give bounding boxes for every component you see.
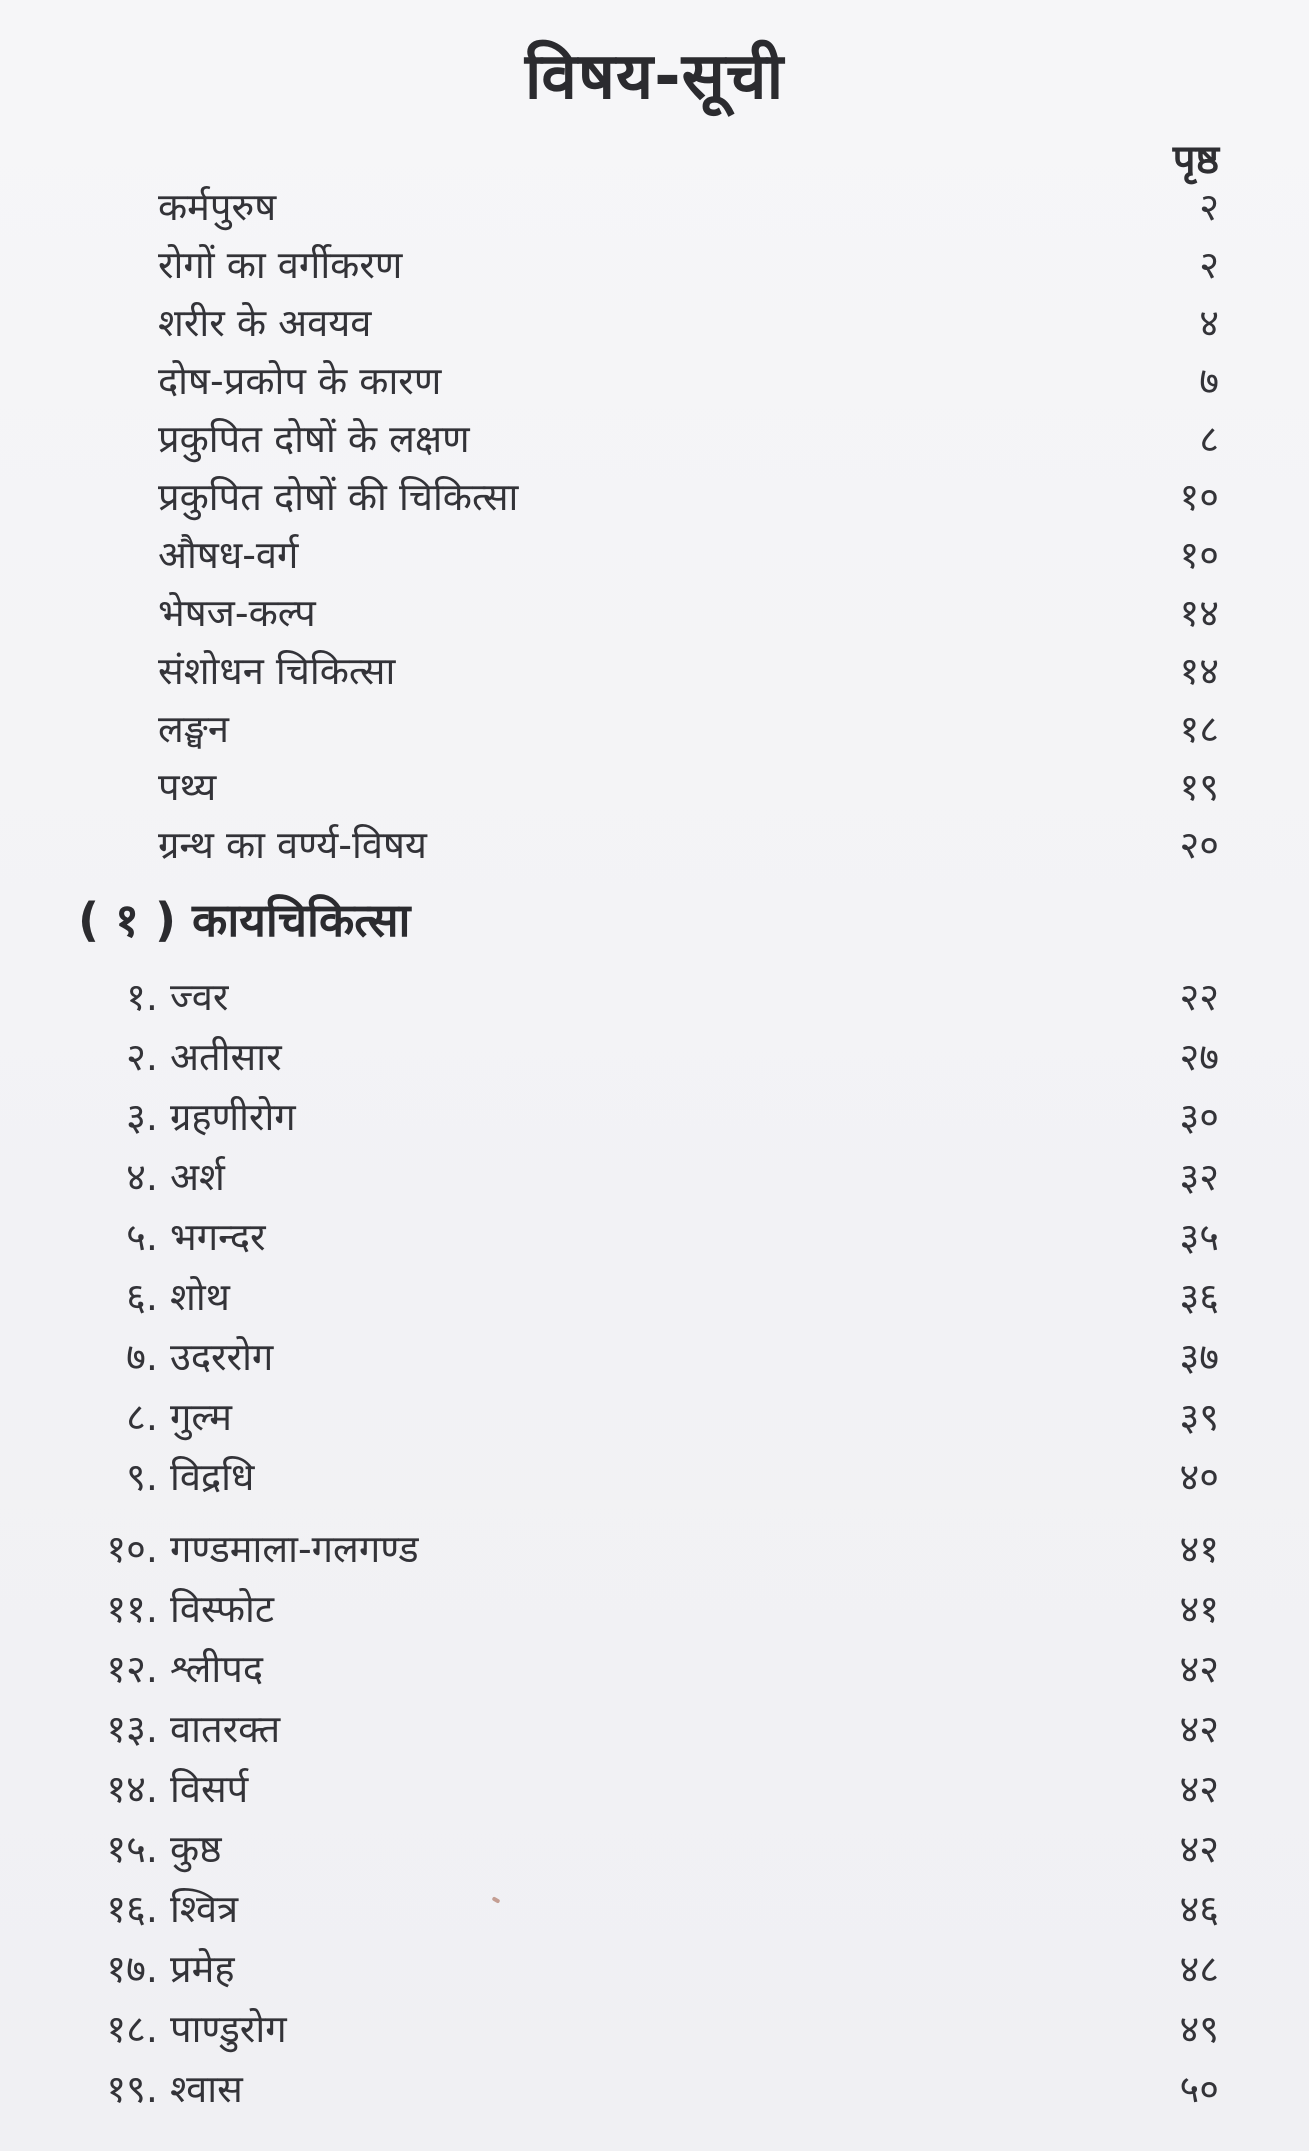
toc-item-number: २. [126,1035,158,1079]
toc-item [70,1148,1219,1204]
toc-item-page: २७ [1179,1035,1219,1079]
toc-item [70,1640,1219,1696]
toc-entry-page: १० [1179,533,1219,577]
toc-entry-label: लङ्घन [158,707,229,751]
toc-item-label: ज्वर [170,975,229,1019]
toc-entry [158,584,1219,640]
toc-entry [158,294,1219,350]
toc-entry-label: ग्रन्थ का वर्ण्य-विषय [158,823,427,867]
toc-entry-page: १८ [1179,707,1219,751]
toc-item-number: १५. [106,1827,158,1871]
toc-entry [158,236,1219,292]
toc-item-page: २२ [1179,975,1219,1019]
toc-entry [158,700,1219,756]
toc-entry-page: १४ [1179,591,1219,635]
toc-entry-page: २० [1179,823,1219,867]
toc-entry [158,642,1219,698]
toc-item-number: १६. [106,1887,158,1931]
toc-entry [158,468,1219,524]
toc-entry-page: ४ [1199,301,1219,345]
toc-entry-page: १४ [1179,649,1219,693]
toc-item-number: १. [126,975,158,1019]
toc-item-page: ४२ [1179,1767,1219,1811]
toc-item-label: गण्डमाला-गलगण्ड [170,1527,419,1571]
toc-item [70,1700,1219,1756]
toc-item-label: श्वित्र [170,1887,239,1931]
toc-entry-page: ७ [1199,359,1219,403]
toc-item [70,2000,1219,2056]
toc-item [70,1820,1219,1876]
toc-item-label: ग्रहणीरोग [170,1095,296,1139]
toc-entry [158,178,1219,234]
toc-item-number: ६. [126,1275,158,1319]
toc-item-page: ४२ [1179,1827,1219,1871]
toc-entry-page: ८ [1199,417,1219,461]
toc-item-label: शोथ [170,1275,230,1319]
toc-entry-page: १९ [1179,765,1219,809]
toc-item-page: ३७ [1179,1335,1219,1379]
toc-item-number: ७. [126,1335,158,1379]
toc-item [70,1088,1219,1144]
page-title: विषय-सूची [524,40,785,114]
toc-item-number: १९. [106,2067,158,2111]
toc-entry [158,410,1219,466]
toc-item [70,1760,1219,1816]
toc-item-page: ३९ [1179,1395,1219,1439]
toc-entry-page: १० [1179,475,1219,519]
toc-item-label: विद्रधि [170,1455,255,1499]
toc-item-label: वातरक्त [170,1707,281,1751]
toc-item [70,1028,1219,1084]
toc-item-label: विसर्प [170,1767,249,1811]
toc-item-page: ३० [1179,1095,1219,1139]
toc-item-label: गुल्म [170,1395,232,1439]
toc-item-label: कुष्ठ [170,1827,222,1871]
toc-item-label: अर्श [170,1155,225,1199]
toc-item-label: पाण्डुरोग [170,2007,287,2051]
toc-item [70,1580,1219,1636]
toc-item-page: ४१ [1179,1587,1219,1631]
toc-entry-label: कर्मपुरुष [158,185,277,229]
toc-item-label: उदररोग [170,1335,274,1379]
toc-entry-label: प्रकुपित दोषों की चिकित्सा [158,475,519,519]
toc-item-number: ५. [126,1215,158,1259]
toc-item-page: ४० [1179,1455,1219,1499]
toc-entry-label: औषध-वर्ग [158,533,299,577]
toc-item-page: ३२ [1179,1155,1219,1199]
toc-item-page: ४२ [1179,1647,1219,1691]
toc-item-page: ३५ [1179,1215,1219,1259]
toc-item-page: ३६ [1179,1275,1219,1319]
toc-item [70,1940,1219,1996]
toc-item-page: ४८ [1179,1947,1219,1991]
toc-item-label: अतीसार [170,1035,282,1079]
toc-entry-label: रोगों का वर्गीकरण [158,243,403,287]
toc-entry [158,816,1219,872]
toc-item-number: १३. [106,1707,158,1751]
toc-item-number: ११. [106,1587,158,1631]
toc-item [70,2060,1219,2116]
toc-item [70,1208,1219,1264]
toc-item [70,1388,1219,1444]
toc-item [70,1328,1219,1384]
toc-entry-label: पथ्य [158,765,217,809]
toc-entry [158,758,1219,814]
toc-item-page: ४९ [1179,2007,1219,2051]
toc-entry [158,526,1219,582]
toc-item-page: ४१ [1179,1527,1219,1571]
toc-item-page: ४६ [1179,1887,1219,1931]
toc-item-number: ३. [126,1095,158,1139]
toc-item-label: श्लीपद [170,1647,264,1691]
toc-item-label: प्रमेह [170,1947,235,1991]
toc-item-number: १०. [106,1527,158,1571]
toc-item-number: १४. [106,1767,158,1811]
toc-entry-page: २ [1199,185,1219,229]
toc-item [70,1880,1219,1936]
toc-item [70,1520,1219,1576]
toc-entry-label: प्रकुपित दोषों के लक्षण [158,417,470,461]
toc-item-number: १८. [106,2007,158,2051]
toc-item-label: विस्फोट [170,1587,275,1631]
toc-item-number: १७. [106,1947,158,1991]
toc-item-number: ८. [126,1395,158,1439]
toc-entry-label: संशोधन चिकित्सा [158,649,396,693]
toc-item-number: १२. [106,1647,158,1691]
toc-item-number: ९. [126,1455,158,1499]
toc-item-page: ५० [1179,2067,1219,2111]
toc-item-label: भगन्दर [170,1215,266,1259]
toc-entry-label: दोष-प्रकोप के कारण [158,359,442,403]
toc-entry [158,352,1219,408]
toc-item [70,1268,1219,1324]
toc-entry-label: शरीर के अवयव [158,301,372,345]
toc-entry-label: भेषज-कल्प [158,591,316,635]
toc-item [70,968,1219,1024]
toc-item-label: श्वास [170,2067,243,2111]
toc-entry-page: २ [1199,243,1219,287]
toc-item-page: ४२ [1179,1707,1219,1751]
toc-item-number: ४. [126,1155,158,1199]
toc-item [70,1448,1219,1504]
section-heading: ( १ ) कायचिकित्सा [78,893,411,947]
page-column-label: पृष्ठ [1172,137,1219,183]
